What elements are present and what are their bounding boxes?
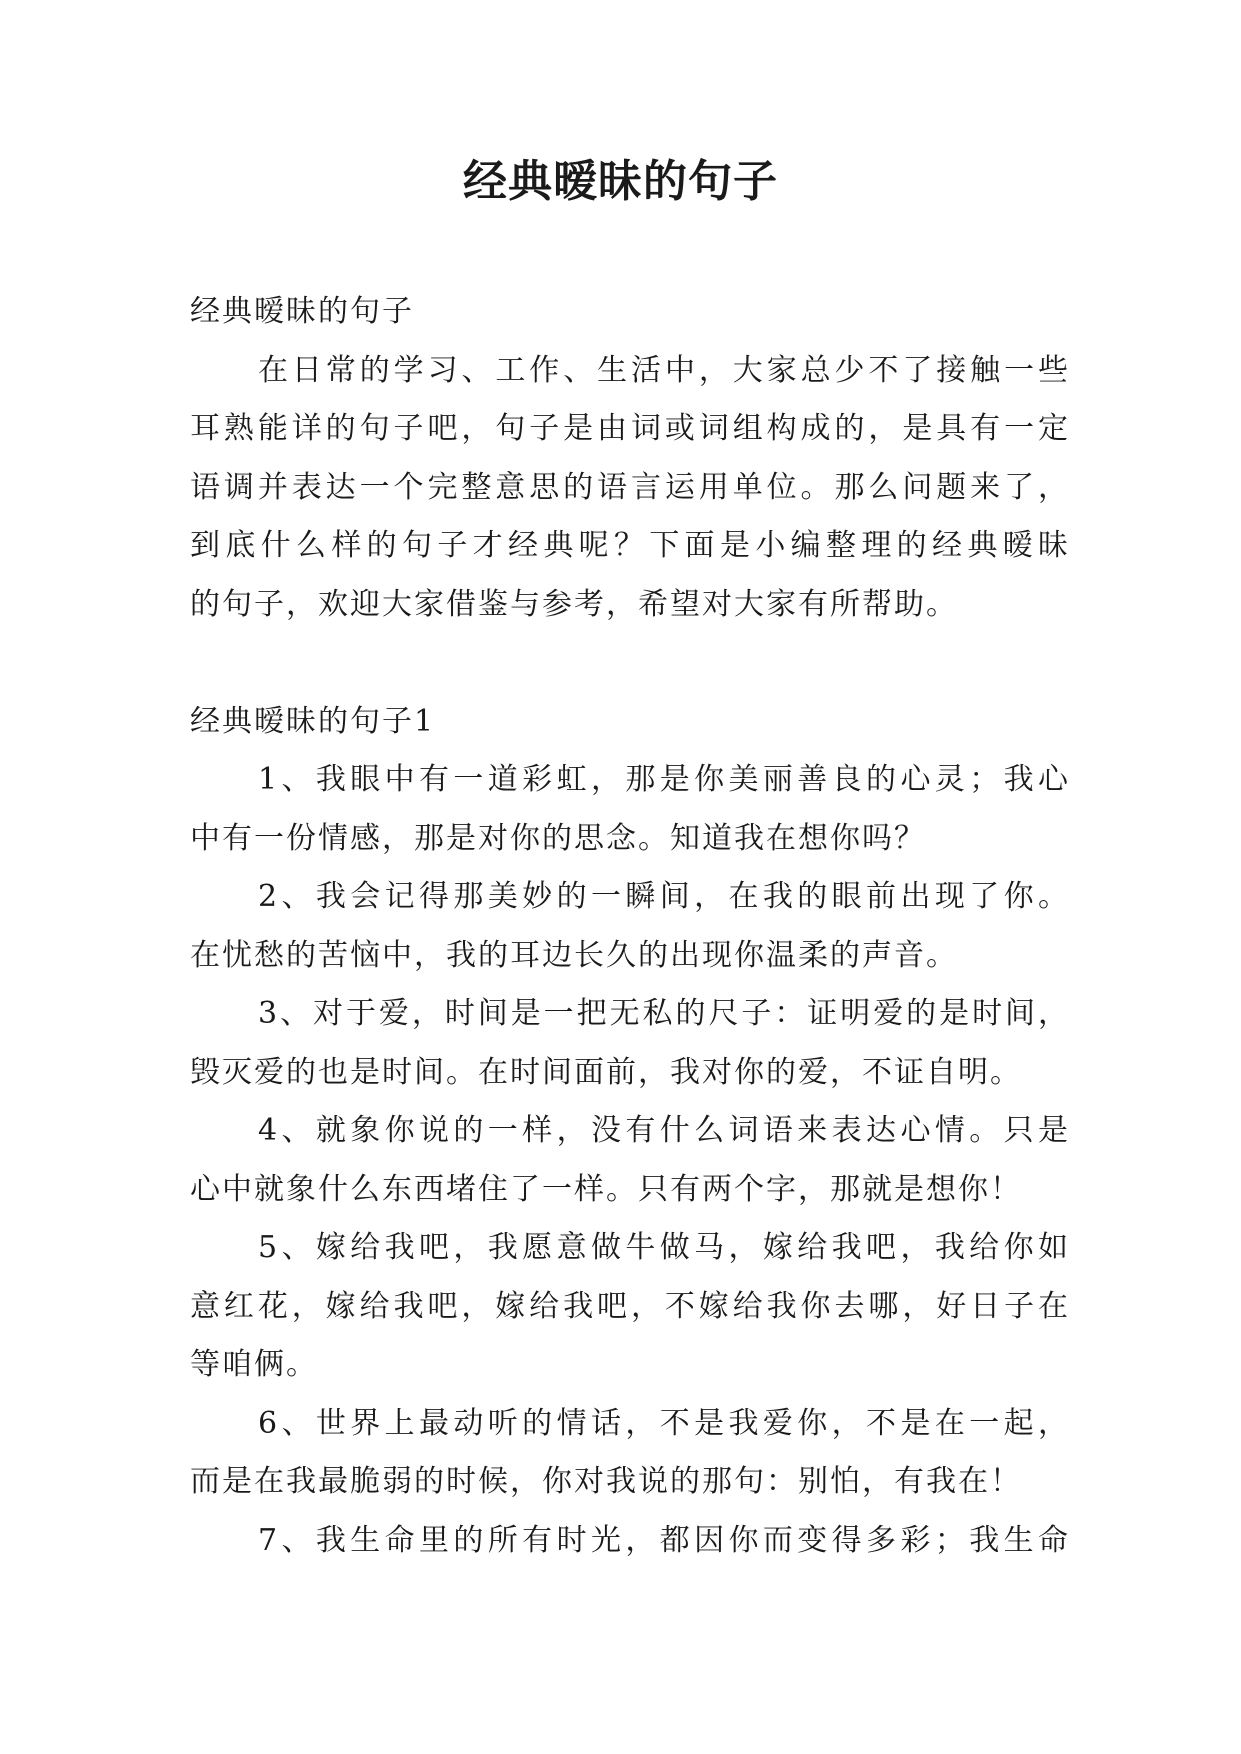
item-line: 等咱俩。 [190, 1347, 318, 1382]
item-line: 7、我生命里的所有时光，都因你而变得多彩；我生命 [258, 1522, 1070, 1558]
paragraph-spacer [190, 634, 1070, 693]
intro-line: 到底什么样的句子才经典呢？下面是小编整理的经典暧昧 [190, 528, 1070, 563]
intro-line: 耳熟能详的句子吧，句子是由词或词组构成的，是具有一定 [190, 411, 1070, 446]
item-line: 在忧愁的苦恼中，我的耳边长久的出现你温柔的声音。 [190, 937, 958, 973]
item-line: 4、就象你说的一样，没有什么词语来表达心情。只是 [258, 1113, 1070, 1148]
intro-line: 在日常的学习、工作、生活中，大家总少不了接触一些 [258, 352, 1070, 388]
item-line: 毁灭爱的也是时间。在时间面前，我对你的爱，不证自明。 [190, 1054, 1022, 1090]
item-line: 6、世界上最动听的情话，不是我爱你，不是在一起， [258, 1405, 1070, 1441]
intro-line: 的句子，欢迎大家借鉴与参考，希望对大家有所帮助。 [190, 586, 958, 622]
section-heading: 经典暧昧的句子1 [190, 703, 436, 739]
item-line: 1、我眼中有一道彩虹，那是你美丽善良的心灵；我心 [258, 762, 1070, 797]
item-line: 中有一份情感，那是对你的思念。知道我在想你吗？ [190, 820, 926, 856]
document-title: 经典暧昧的句子 [463, 156, 778, 207]
item-line: 而是在我最脆弱的时候，你对我说的那句：别怕，有我在！ [190, 1464, 1022, 1499]
item-line: 5、嫁给我吧，我愿意做牛做马，嫁给我吧，我给你如 [258, 1230, 1070, 1265]
intro-line: 语调并表达一个完整意思的语言运用单位。那么问题来了， [190, 469, 1070, 505]
intro-heading: 经典暧昧的句子 [190, 294, 414, 329]
item-line: 2、我会记得那美妙的一瞬间，在我的眼前出现了你。 [258, 879, 1070, 914]
item-line: 意红花，嫁给我吧，嫁给我吧，不嫁给我你去哪，好日子在 [190, 1288, 1070, 1324]
item-line: 心中就象什么东西堵住了一样。只有两个字，那就是想你！ [190, 1171, 1022, 1207]
document-body [190, 283, 1070, 1570]
item-line: 3、对于爱，时间是一把无私的尺子：证明爱的是时间， [258, 996, 1070, 1031]
